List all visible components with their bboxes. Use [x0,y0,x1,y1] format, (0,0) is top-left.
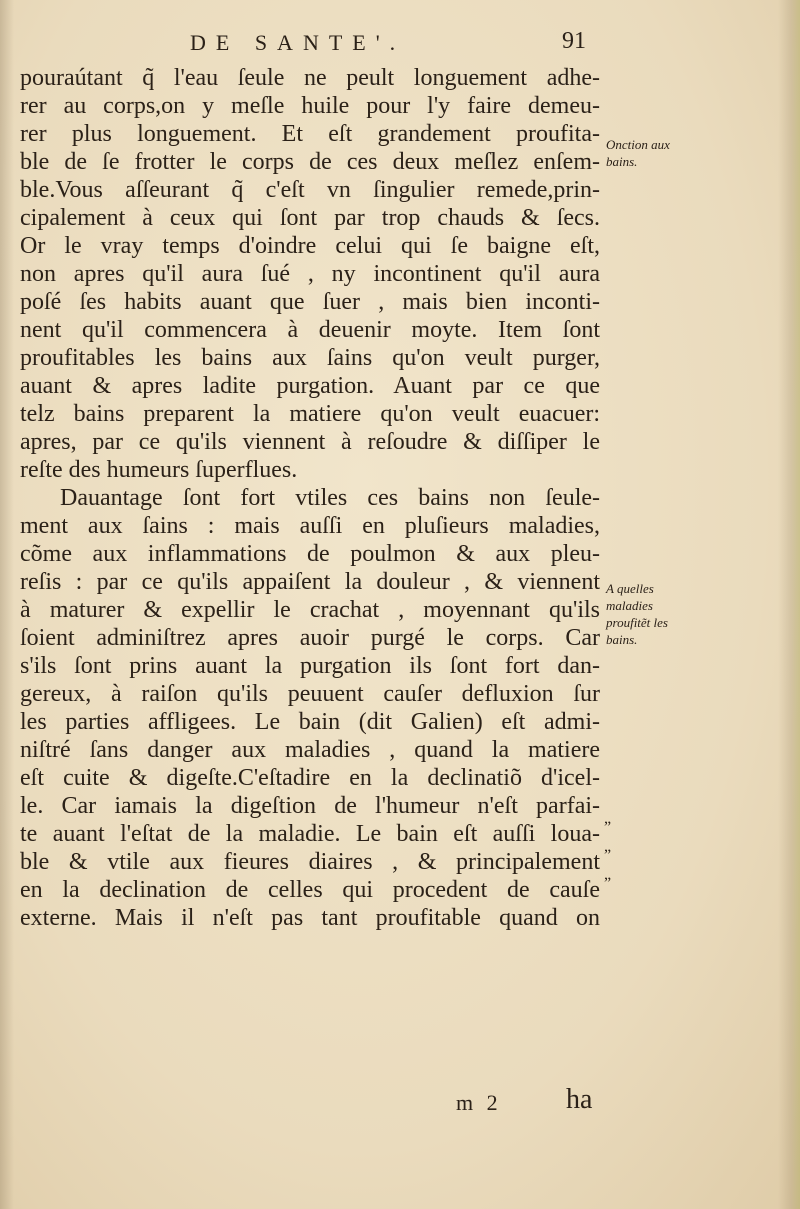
catchword: ha [566,1084,593,1115]
text-line: niſtré ſans danger aux maladies , quand la matiere [20,737,600,763]
text-line: non apres qu'il aura ſué , ny incontinent qu'il aura [20,261,600,287]
text-line: à maturer & expellir le crachat , moyennant qu'ils [20,597,600,623]
running-title: DE SANTE'. [190,30,406,55]
margin-note-onction [606,136,686,170]
quotation-mark: „ [604,838,613,855]
text-line: gereux, à raiſon qu'ils peuuent cauſer defluxion ſur [20,681,600,707]
margin-note-line: A quelles [606,581,654,596]
page-footer [0,1084,800,1120]
quotation-mark: „ [604,866,613,883]
margin-note-line: maladies [606,598,653,613]
text-line: cipalement à ceux qui ſont par trop chauds & ſecs. [20,205,600,231]
text-line: poſé ſes habits auant que ſuer , mais bien inconti- [20,289,600,315]
running-head [0,30,800,60]
text-line: apres, par ce qu'ils viennent à reſoudre & diſſiper le [20,429,600,455]
text-line: rer au corps,on y meſle huile pour l'y faire demeu- [20,93,600,119]
margin-note-line: proufitẽt les [606,615,668,630]
margin-note-line: bains. [606,154,638,169]
margin-note-maladies [606,580,692,648]
text-line: Dauantage ſont fort vtiles ces bains non ſeule- [60,485,600,511]
text-line: ſoient adminiſtrez apres auoir purgé le corps. Car [20,625,600,651]
text-line: ble.Vous aſſeurant q̃ c'eſt vn ſingulier remede,prin- [20,177,600,203]
text-line: te auant l'eſtat de la maladie. Le bain eſt auſſi loua- [20,821,600,847]
text-line: cõme aux inflammations de poulmon & aux pleu- [20,541,600,567]
margin-note-line: bains. [606,632,638,647]
text-line: telz bains preparent la matiere qu'on veult euacuer: [20,401,600,427]
text-line: proufitables les bains aux ſains qu'on veult purger, [20,345,600,371]
text-line: Or le vray temps d'oindre celui qui ſe baigne eſt, [20,233,600,259]
text-line: le. Car iamais la digeſtion de l'humeur n'eſt parfai- [20,793,600,819]
body-text [20,64,600,932]
quotation-mark: „ [604,810,613,827]
signature-mark: m 2 [456,1090,502,1115]
text-line: reſis : par ce qu'ils appaiſent la douleur , & viennent [20,569,600,595]
text-line: ble de ſe frotter le corps de ces deux meſlez enſem- [20,149,600,175]
text-line: eſt cuite & digeſte.C'eſtadire en la declinatiõ d'icel- [20,765,600,791]
text-line: nent qu'il commencera à deuenir moyte. Item ſont [20,317,600,343]
text-line: externe. Mais il n'eſt pas tant proufitable quand on [20,905,600,931]
text-line: les parties affligees. Le bain (dit Galien) eſt admi- [20,709,600,735]
page-edge [778,0,800,1209]
page-number: 91 [562,28,586,54]
text-line: ble & vtile aux fieures diaires , & principalement [20,849,600,875]
text-line: ment aux ſains : mais auſſi en pluſieurs maladies, [20,513,600,539]
text-line: auant & apres ladite purgation. Auant par ce que [20,373,600,399]
text-line: reſte des humeurs ſuperflues. [20,457,298,483]
page-gutter-shadow [0,0,14,1209]
text-line: s'ils ſont prins auant la purgation ils ſont fort dan- [20,653,600,679]
text-line: en la declination de celles qui procedent de cauſe [20,877,600,903]
text-line: pouraútant q̃ l'eau ſeule ne peult longuement adhe- [20,65,600,91]
text-line: rer plus longuement. Et eſt grandement proufita- [20,121,600,147]
margin-note-line: Onction aux [606,137,670,152]
